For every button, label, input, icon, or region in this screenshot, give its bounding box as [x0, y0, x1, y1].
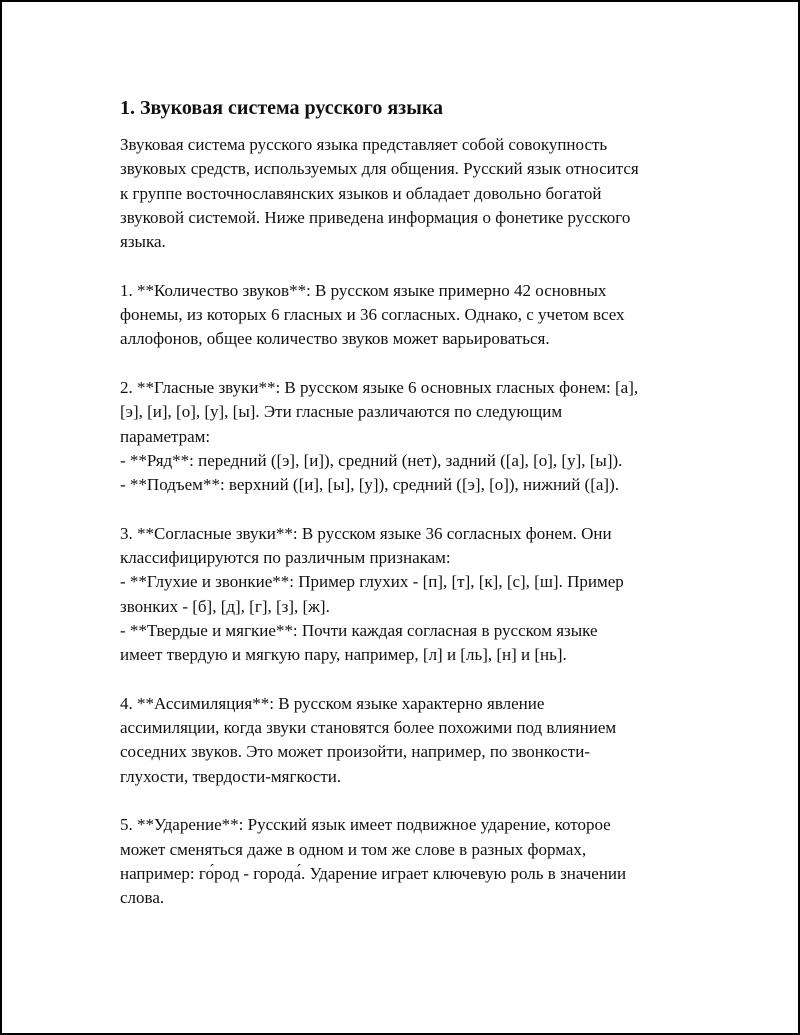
vowels-paragraph: 2. **Гласные звуки**: В русском языке 6 основных гласных фонем: [а], [э], [и], [о], [у], [ы]. Эти гласные различаются по следующим параметрам: - **Ряд**: передний ([э], [и]), средний (нет), задний ([а], [о], [у], [ы]). - **Подъем**: верхний ([и], [ы], [у]), средний ([э], [о]), нижний ([а]).	[120, 377, 639, 495]
assimilation-paragraph: 4. **Ассимиляция**: В русском языке характерно явление ассимиляции, когда звуки становятся более похожими под влиянием соседних звуков. Это может произойти, например, по звонкости- глухости, твердости-мягкости.	[120, 693, 617, 786]
document-content	[120, 94, 690, 911]
paragraph-gap	[120, 497, 690, 521]
paragraph-gap	[120, 352, 690, 376]
paragraph-gap	[120, 789, 690, 813]
consonants-paragraph: 3. **Согласные звуки**: В русском языке 36 согласных фонем. Они классифицируются по различным признакам: - **Глухие и звонкие**: Пример глухих - [п], [т], [к], [с], [ш]. Пример звонких - [б], [д], [г], [з], [ж]. - **Твердые и мягкие**: Почти каждая согласная в русском языке имеет твердую и мягкую пару, например, [л] и [ль], [н] и [нь].	[120, 523, 624, 665]
paragraph-gap	[120, 668, 690, 692]
stress-paragraph: 5. **Ударение**: Русский язык имеет подвижное ударение, которое может сменяться даже в одном и том же слове в разных формах, например: го́род - города́. Ударение играет ключевую роль в значении слова.	[120, 815, 627, 908]
section-title: 1. Звуковая система русского языка	[120, 97, 444, 119]
intro-paragraph: Звуковая система русского языка представляет собой совокупность звуковых средств, используемых для общения. Русский язык относится к группе восточнославянских языков и обладает довольно богатой звуковой системой. Ниже приведена информация о фонетике русского языка.	[120, 135, 639, 252]
paragraph-gap	[120, 254, 690, 278]
sounds-count-paragraph: 1. **Количество звуков**: В русском языке примерно 42 основных фонемы, из которых 6 гласных и 36 согласных. Однако, с учетом всех аллофонов, общее количество звуков может варьироваться.	[120, 280, 625, 349]
